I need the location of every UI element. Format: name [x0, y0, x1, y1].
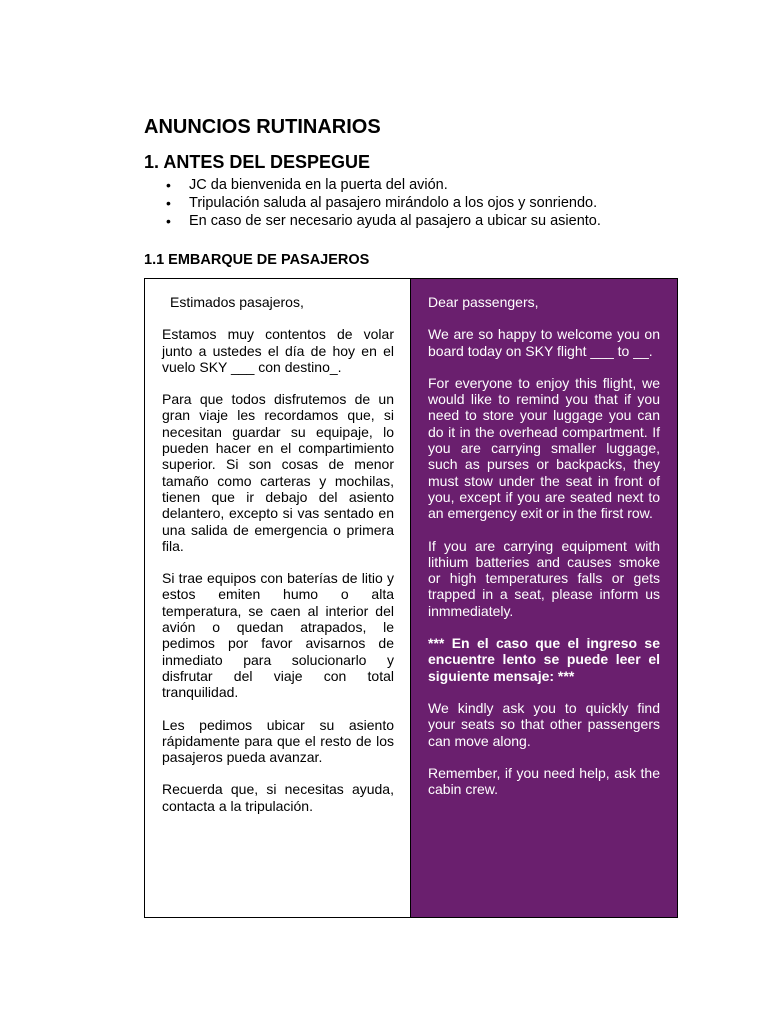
english-column: [411, 279, 677, 917]
english-paragraph: We kindly ask you to quickly find your seats so that other passengers can move along.: [428, 699, 660, 749]
spanish-paragraph: Les pedimos ubicar su asiento rápidamente para que el resto de los pasajeros pueda avanzar.: [162, 716, 394, 766]
english-paragraph: Remember, if you need help, ask the cabin crew.: [428, 764, 660, 798]
slow-boarding-note: *** En el caso que el ingreso se encuentre lento se puede leer el siguiente mensaje: ***: [428, 635, 660, 684]
english-greeting: Dear passengers,: [428, 294, 539, 310]
spanish-paragraph: Para que todos disfrutemos de un gran viaje les recordamos que, si necesitan guardar su equipaje, lo pueden hacer en el compartimiento superior. Si son cosas de menor tamaño como carteras y mochilas, tienen que ir debajo del asiento delantero, excepto si vas sentado en una salida de emergencia o primera fila.: [162, 391, 394, 554]
spanish-paragraph: Si trae equipos con baterías de litio y estos emiten humo o alta temperatura, se caen al interior del avión o quedan atrapados, le pedimos por favor avisarnos de inmediato para solucionarlo y disfrutar del viaje con total tranquilidad.: [162, 570, 394, 701]
spanish-paragraph: Recuerda que, si necesitas ayuda, contacta a la tripulación.: [162, 781, 394, 814]
english-paragraph: If you are carrying equipment with lithium batteries and causes smoke or high temperatures falls or gets trapped in a seat, please inform us inmmediately.: [428, 537, 660, 619]
spanish-column: [145, 279, 411, 917]
english-paragraph: We are so happy to welcome you on board today on SKY flight ___ to __.: [428, 326, 660, 359]
spanish-greeting: Estimados pasajeros,: [170, 294, 304, 310]
english-paragraph: For everyone to enjoy this flight, we would like to remind you that if you need to store your luggage you can do it in the overhead compartment. If you are carrying smaller luggage, such as purses or backpacks, they must stow under the seat in front of you, except if you are seated next to an emergency exit or in the first row.: [428, 374, 660, 522]
section-title: 1. ANTES DEL DESPEGUE: [144, 152, 371, 172]
bullet-list: [144, 176, 684, 230]
list-item: • Tripulación saluda al pasajero mirándolo a los ojos y sonriendo.: [144, 194, 684, 212]
subsection-title: 1.1 EMBARQUE DE PASAJEROS: [144, 252, 370, 268]
page-title: ANUNCIOS RUTINARIOS: [144, 116, 381, 138]
list-item: • En caso de ser necesario ayuda al pasajero a ubicar su asiento.: [144, 212, 684, 230]
spanish-paragraph: Estamos muy contentos de volar junto a ustedes el día de hoy en el vuelo SKY ___ con destino_.: [162, 326, 394, 375]
list-item: • JC da bienvenida en la puerta del avión.: [144, 176, 684, 194]
announcement-table: [144, 278, 678, 918]
